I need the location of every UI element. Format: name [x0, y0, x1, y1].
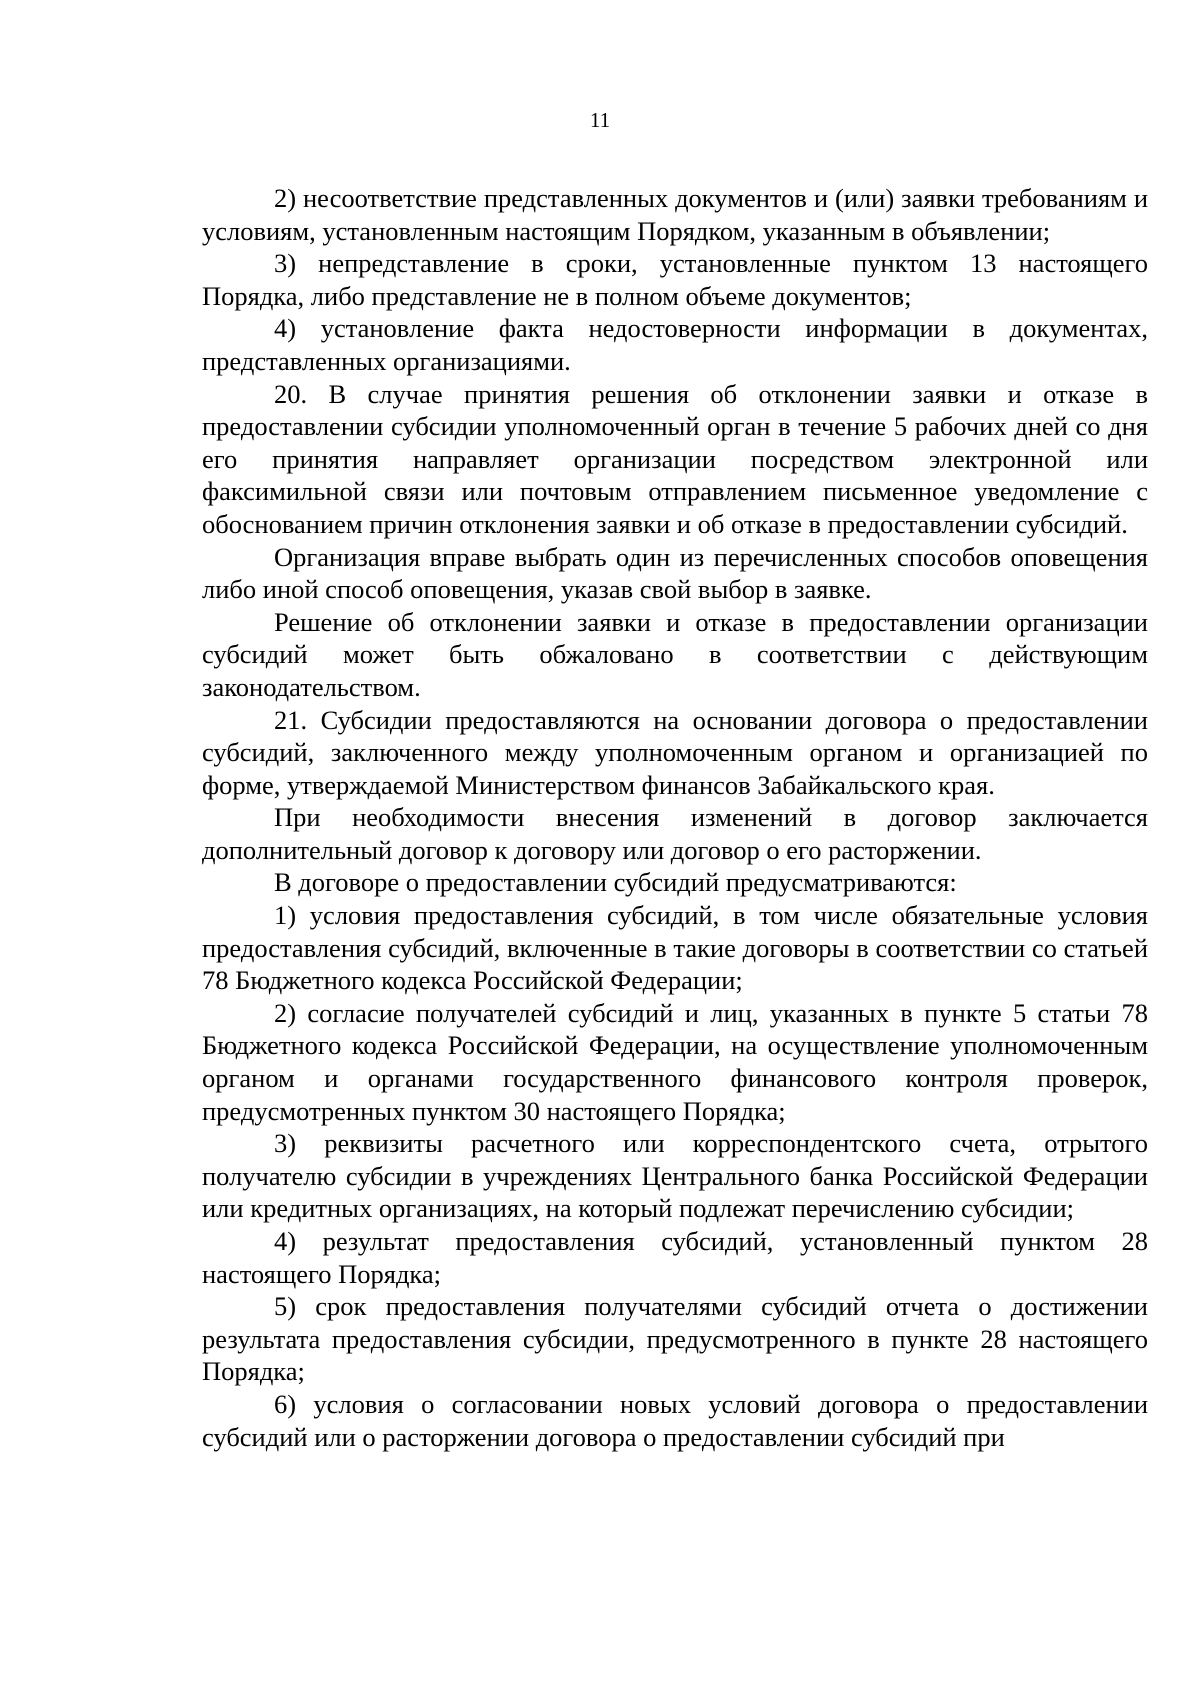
paragraph-provision-4: 4) результат предоставления субсидий, установленный пунктом 28 настоящего Порядка;: [202, 1226, 1148, 1289]
paragraph-clause-21: 21. Субсидии предоставляются на основании договора о предоставлении субсидий, заключенного между уполномоченным органом и организацией по форме, утверждаемой Министерством финансов Забайкальского края.: [202, 704, 1148, 800]
document-body: [202, 182, 1148, 1453]
paragraph-provision-6: 6) условия о согласовании новых условий договора о предоставлении субсидий или о расторжении договора о предоставлении субсидий при: [202, 1388, 1148, 1452]
paragraph-contract-provisions-intro: В договоре о предоставлении субсидий предусматриваются:: [274, 867, 957, 898]
paragraph-appeal: Решение об отклонении заявки и отказе в предоставлении организации субсидий может быть обжаловано в соответствии с действующим законодательством.: [202, 606, 1148, 702]
paragraph-item-2-noncompliance: 2) несоответствие представленных документов и (или) заявки требованиям и условиям, установленным настоящим Порядком, указанным в объявлении;: [202, 183, 1148, 246]
paragraph-amendments: При необходимости внесения изменений в договор заключается дополнительный договор к договору или договор о его расторжении.: [202, 802, 1148, 865]
paragraph-provision-2: 2) согласие получателей субсидий и лиц, указанных в пункте 5 статьи 78 Бюджетного кодекса Российской Федерации, на осуществление уполномоченным органом и органами государственного финансового контроля проверок, предусмотренных пунктом 30 настоящего Порядка;: [202, 997, 1148, 1126]
paragraph-clause-20: 20. В случае принятия решения об отклонении заявки и отказе в предоставлении субсидии уполномоченный орган в течение 5 рабочих дней со дня его принятия направляет организации посредством электронной или факсимильной связи или почтовым отправлением письменное уведомление с обоснованием причин отклонения заявки и об отказе в предоставлении субсидий.: [202, 378, 1148, 539]
paragraph-provision-1: 1) условия предоставления субсидий, в том числе обязательные условия предоставления субсидий, включенные в такие договоры в соответствии со статьей 78 Бюджетного кодекса Российской Федерации;: [202, 900, 1148, 996]
paragraph-notification-choice: Организация вправе выбрать один из перечисленных способов оповещения либо иной способ оповещения, указав свой выбор в заявке.: [202, 541, 1148, 605]
paragraph-item-3-nonsubmission: 3) непредставление в сроки, установленные пунктом 13 настоящего Порядка, либо представление не в полном объеме документов;: [202, 248, 1148, 311]
paragraph-provision-3: 3) реквизиты расчетного или корреспондентского счета, отрытого получателю субсидии в учреждениях Центрального банка Российской Федерации или кредитных организациях, на который подлежат перечислению субсидии;: [202, 1128, 1148, 1224]
page-number: 11: [589, 108, 611, 132]
paragraph-item-4-false-information: 4) установление факта недостоверности информации в документах, представленных организациями.: [202, 313, 1148, 376]
paragraph-provision-5: 5) срок предоставления получателями субсидий отчета о достижении результата предоставления субсидии, предусмотренного в пункте 28 настоящего Порядка;: [202, 1291, 1148, 1387]
